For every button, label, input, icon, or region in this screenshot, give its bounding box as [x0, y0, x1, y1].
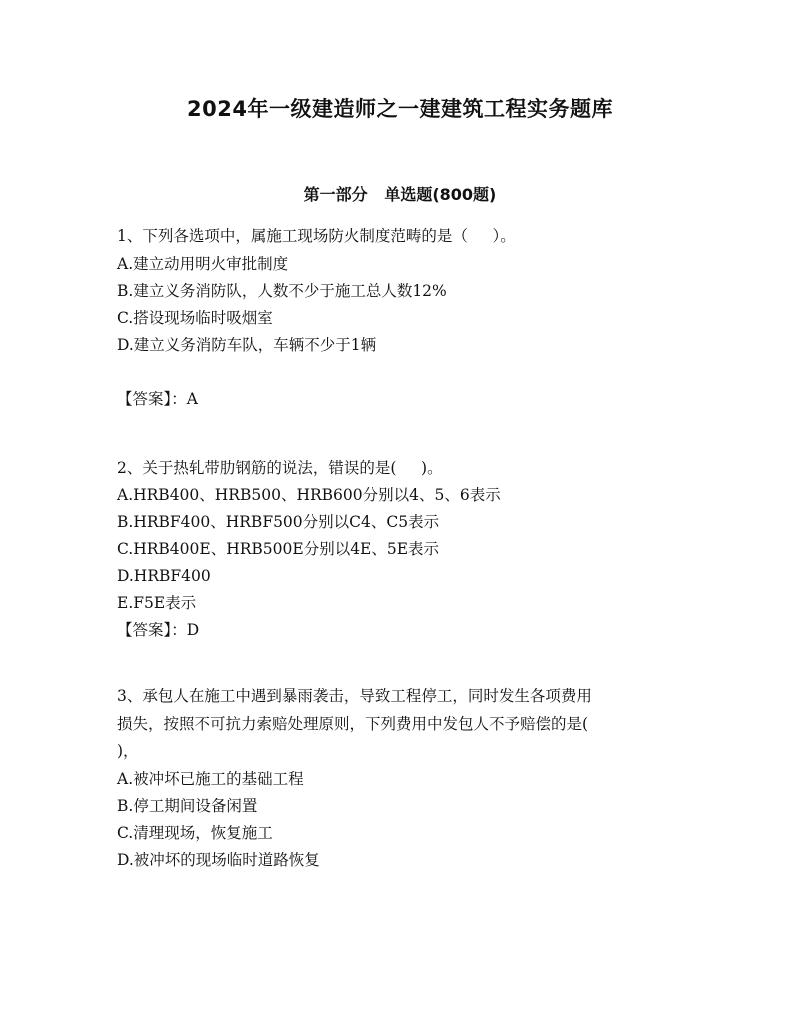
option-e: E.F5E表示	[117, 594, 197, 612]
question-stem-line-1: 3、承包人在施工中遇到暴雨袭击，导致工程停工，同时发生各项费用	[117, 687, 592, 705]
question-stem: 2、关于热轧带肋钢筋的说法，错误的是( )。	[117, 459, 443, 477]
answer: 【答案】：A	[117, 390, 198, 408]
option-a: A.被冲坏已施工的基础工程	[117, 770, 304, 788]
option-c: C.HRB400E、HRB500E分别以4E、5E表示	[117, 540, 440, 558]
option-b: B.建立义务消防队，人数不少于施工总人数12%	[117, 282, 447, 300]
question-stem: 1、下列各选项中，属施工现场防火制度范畴的是（ ）。	[117, 227, 516, 245]
option-d: D.HRBF400	[117, 567, 211, 585]
section-title: 第一部分 单选题(800题)	[303, 185, 497, 204]
option-c: C.搭设现场临时吸烟室	[117, 309, 273, 327]
option-b: B.HRBF400、HRBF500分别以C4、C5表示	[117, 513, 440, 531]
option-a: A.HRB400、HRB500、HRB600分别以4、5、6表示	[117, 486, 501, 504]
option-d: D.被冲坏的现场临时道路恢复	[117, 851, 320, 869]
option-b: B.停工期间设备闲置	[117, 797, 258, 815]
option-c: C.清理现场，恢复施工	[117, 824, 273, 842]
option-d: D.建立义务消防车队，车辆不少于1辆	[117, 336, 377, 354]
question-stem-line-3: )，	[117, 742, 139, 760]
answer: 【答案】：D	[117, 621, 200, 639]
page-title: 2024年一级建造师之一建建筑工程实务题库	[187, 97, 613, 121]
option-a: A.建立动用明火审批制度	[117, 255, 289, 273]
question-stem-line-2: 损失，按照不可抗力索赔处理原则，下列费用中发包人不予赔偿的是(	[117, 715, 589, 733]
